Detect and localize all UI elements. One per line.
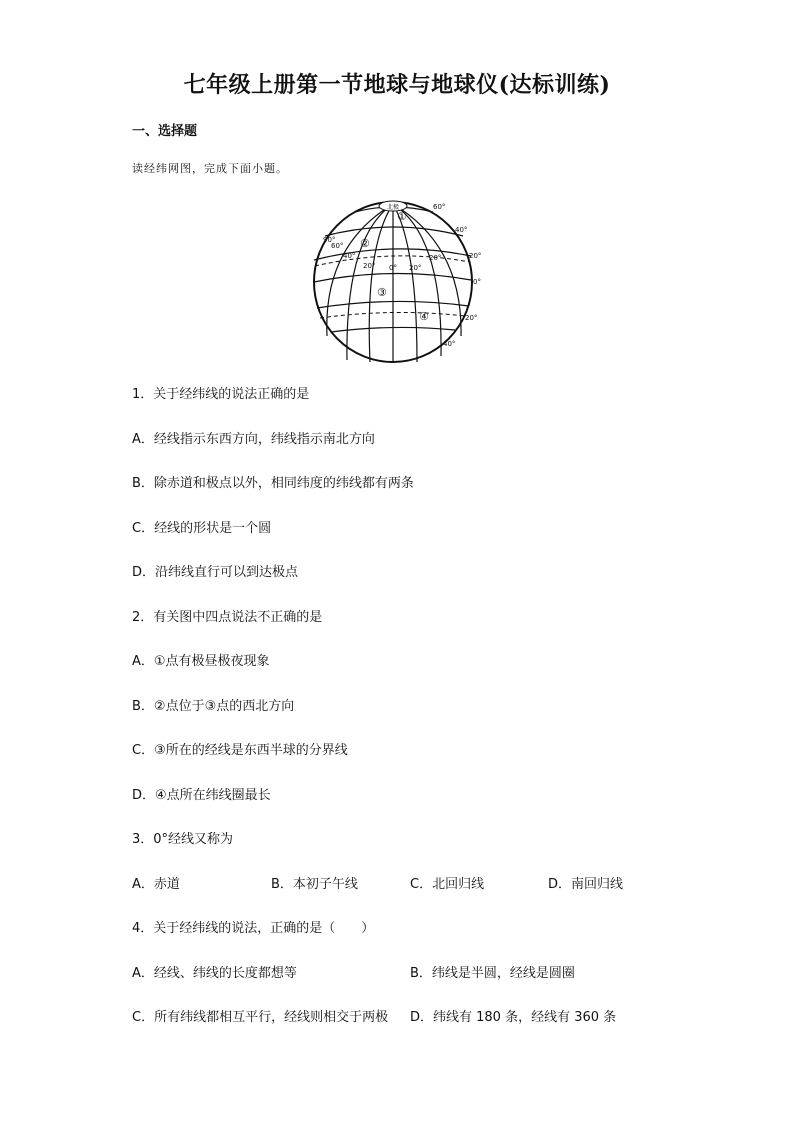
pole-label: 北极 [387, 204, 400, 211]
lat-label: 0° [473, 278, 481, 286]
lon-label: 40° [343, 252, 356, 260]
question-stem: 3．0°经线又称为 [132, 832, 234, 847]
lon-label: 20° [409, 264, 422, 272]
question-stem: 2．有关图中四点说法不正确的是 [132, 610, 323, 625]
page-title: 七年级上册第一节地球与地球仪(达标训练) [183, 72, 611, 98]
lat-label: 20° [429, 254, 442, 262]
lat-label: 20° [469, 252, 482, 260]
answer-option: A．①点有极昼极夜现象 [132, 654, 270, 669]
lat-label: 40° [443, 340, 456, 348]
lon-label: 0° [389, 264, 397, 272]
answer-option: D．南回归线 [548, 877, 624, 892]
answer-option: A．赤道 [132, 877, 180, 892]
answer-option: C．北回归线 [410, 877, 485, 892]
answer-option: B．除赤道和极点以外，相同纬度的纬线都有两条 [132, 476, 414, 491]
answer-option: B．本初子午线 [271, 877, 358, 892]
answer-option: D．纬线有 180 条，经线有 360 条 [410, 1010, 617, 1025]
lon-label: 60° [331, 242, 344, 250]
lat-label: 40° [455, 226, 468, 234]
point-4: ④ [419, 310, 429, 323]
answer-option: B．纬线是半圆，经线是圆圈 [410, 966, 575, 981]
lat-label: 20° [465, 314, 478, 322]
question-stem: 1．关于经纬线的说法正确的是 [132, 387, 310, 402]
intro-text: 读经纬网图，完成下面小题。 [132, 162, 288, 175]
lat-label: 60° [433, 203, 446, 211]
answer-option: B．②点位于③点的西北方向 [132, 699, 295, 714]
question-stem: 4．关于经纬线的说法，正确的是（ ） [132, 921, 375, 936]
answer-option: C．③所在的经线是东西半球的分界线 [132, 743, 348, 758]
point-1: ① [397, 210, 407, 223]
answer-option: C．经线的形状是一个圆 [132, 521, 272, 536]
section-heading: 一、选择题 [132, 124, 198, 139]
lon-label: 20° [363, 262, 376, 270]
answer-option: D．沿纬线直行可以到达极点 [132, 565, 299, 580]
answer-option: A．经线、纬线的长度都想等 [132, 966, 297, 981]
answer-option: A．经线指示东西方向，纬线指示南北方向 [132, 432, 375, 447]
globe-figure [305, 196, 490, 364]
answer-option: C．所有纬线都相互平行，经线则相交于两极 [132, 1010, 389, 1025]
point-3: ③ [377, 286, 387, 299]
lon-label: 90° [323, 236, 336, 244]
answer-option: D．④点所在纬线圈最长 [132, 788, 271, 803]
point-2: ② [360, 237, 370, 250]
